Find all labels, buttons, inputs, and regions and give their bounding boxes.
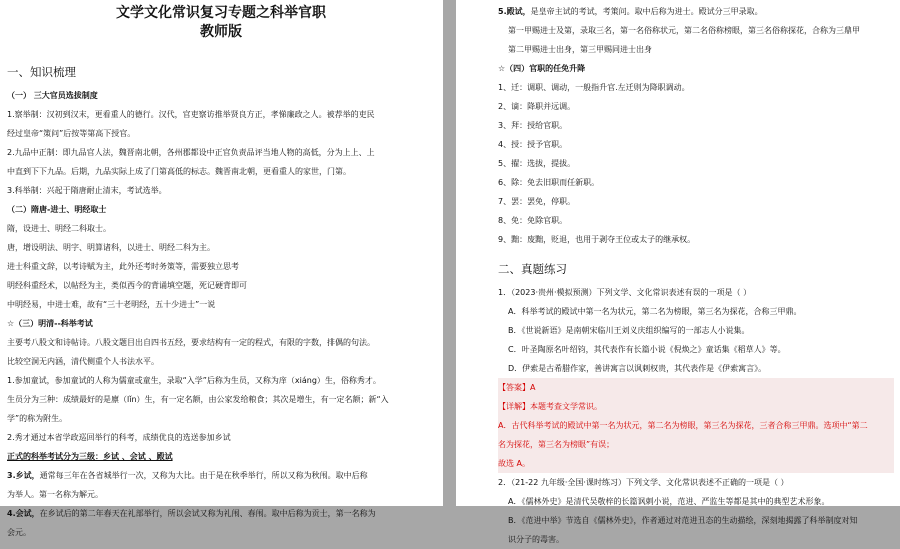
detail-line: A．古代科举考试的殿试中第一名为状元，第二名为榜眼，第三名为探花，三者合称三甲鼎。选项中“第二 [498, 421, 868, 430]
text-line: 2.秀才通过本省学政巡回举行的科考，成绩优良的选送参加乡试 [7, 433, 231, 442]
document-subtitle: 教师版 [200, 24, 242, 40]
text-line: 中直到下下九品。后期，九品实际上成了门第高低的标志。魏晋南北朝，更看重人的家世，门第。 [7, 167, 351, 176]
detail-label: 【详解】本题考查文学常识。 [498, 402, 602, 411]
text-line: 进士科重文辞，以考诗赋为主，此外还考时务策等，需要独立思考 [7, 262, 239, 271]
question-2-option-b: B．《范进中举》节选自《儒林外史》，作者通过对范进丑态的生动描绘，深刻地揭露了科举制度对知 [508, 516, 858, 525]
question-1-option-d: D．伊索是古希腊作家，善讲寓言以讽刺权贵，其代表作是《伊索寓言》。 [508, 364, 767, 373]
text-line: 会元。 [7, 528, 31, 537]
text-line: 经过皇帝“策问”后按等第高下授官。 [7, 129, 136, 138]
text-line: 3.科举制：兴起于隋唐耐止清末，考试选举。 [7, 186, 167, 195]
part-heading-3: ☆（三）明清--科举考试 [7, 319, 93, 328]
term-item: 3、拜：授给官职。 [498, 121, 568, 130]
term-item: 9、黜：废黜，贬退，也用于剥夺王位或太子的继承权。 [498, 235, 696, 244]
part-heading-4: ☆（四）官职的任免升降 [498, 64, 586, 73]
text-line: 1.参加童试，参加童试的人称为儒童或童生，录取“入学”后称为生员，又称为庠（xiáng）生，俗称秀才。 [7, 376, 381, 385]
text-line: 比较空洞无内涵，清代侧重个人书法水平。 [7, 357, 159, 366]
document-title: 文学文化常识复习专题之科举官职 [116, 5, 326, 21]
text-line: 唐，增设明法、明字、明算诸科，以进士、明经二科为主。 [7, 243, 215, 252]
term-item: 6、除：免去旧职而任新职。 [498, 178, 600, 187]
question-1-stem: 1．（2023·贵州·模拟预测）下列文学、文化常识表述有误的一项是（ ） [498, 288, 752, 297]
answer-block [498, 378, 894, 473]
section-heading-practice: 二、真题练习 [498, 262, 567, 276]
text-line: 为举人。第一名称为解元。 [7, 490, 103, 499]
text-line: 第二甲赐进士出身，第三甲赐同进士出身 [508, 45, 652, 54]
section-heading-knowledge: 一、知识梳理 [7, 65, 76, 79]
text-line: 1.察举制：汉初到汉末，更看重人的德行。汉代，官吏察访推举贤良方正，孝悌廉政之人。被荐举的吏民 [7, 110, 375, 119]
term-item: 8、免：免除官职。 [498, 216, 568, 225]
huishi-label: 4.会试， [7, 509, 40, 518]
xiangshi-text: 通常每三年在各省城举行一次，又称为大比。由于是在秋季举行，所以又称为秋闱。取中后称 [39, 471, 368, 480]
term-item: 1、迁：调职、调动，一般指升官.左迁则为降职调动。 [498, 83, 690, 92]
question-1-option-a: A．科举考试的殿试中第一名为状元，第二名为榜眼，第三名为探花，合称三甲鼎。 [508, 307, 802, 316]
question-2-option-a: A．《儒林外史》是清代吴敬梓的长篇讽刺小说，范进、严监生等都是其中的典型艺术形象。 [508, 497, 830, 506]
text-line: 生员分为三种：成绩最好的是廪（lǐn）生，有一定名额，由公家发给粮食；其次是增生，有一定名额；新“入 [7, 395, 389, 404]
term-item: 7、罢：罢免，停职。 [498, 197, 576, 206]
text-line: 隋，设进士、明经二科取士。 [7, 224, 111, 233]
text-line: 明经科重经术，以帖经为主，类似西今的背诵填空题，死记硬背即可 [7, 281, 247, 290]
question-2-stem: 2．（21-22 九年级·全国·课时练习）下列文学、文化常识表述不正确的一项是（ ） [498, 478, 789, 487]
xiangshi-label: 3.乡试， [7, 471, 40, 480]
left-page [0, 0, 443, 537]
text-line: 2.九品中正制：即九品官人法，魏晋南北朝，各州郡都设中正官负责品评当地人物的高低，分为上上、上 [7, 148, 375, 157]
detail-line: 名为探花，第三名为榜眼”有误； [498, 440, 615, 449]
spacer [498, 249, 894, 261]
text-line: 第一甲赐进士及第，录取三名，第一名俗称状元，第二名俗称榜眼，第三名俗称探花，合称为三鼎甲 [508, 26, 860, 35]
part-heading-2: （二）隋唐-进士、明经取士 [7, 205, 107, 214]
text-line: 中明经易，中进士难，故有“三十老明经，五十少进士”一说 [7, 300, 216, 309]
term-item: 4、授：授予官职。 [498, 140, 568, 149]
question-1-option-c: C．叶圣陶原名叶绍钧，其代表作有长篇小说《倪焕之》童话集《稻草人》等。 [508, 345, 786, 354]
answer-label: 【答案】A [498, 383, 536, 392]
detail-line: 故选 A。 [498, 459, 531, 468]
dianshi-text: 是皇帝主试的考试，考策问。取中后称为进士。殿试分三甲录取。 [530, 7, 763, 16]
term-item: 2、谪：降职并远调。 [498, 102, 576, 111]
right-page [456, 0, 900, 544]
part-heading-1: （一） 三大官员选拔制度 [7, 91, 98, 100]
exam-levels-heading: 正式的科举考试分为三级：乡试 、会试 、殿试 [7, 452, 173, 461]
term-item: 5、擢：选拔，提拔。 [498, 159, 576, 168]
dianshi-line [498, 2, 894, 21]
xiangshi-line [7, 466, 435, 485]
question-2-option-b-cont: 识分子的毒害。 [508, 535, 564, 544]
huishi-line [7, 504, 435, 523]
text-line: 学”的称为附生。 [7, 414, 68, 423]
dianshi-label: 5.殿试， [498, 7, 531, 16]
text-line: 主要考八股文和诗帖诗。八股文题目出自四书五经，要求结构有一定的程式，有限的字数，排偶的句法。 [7, 338, 375, 347]
huishi-text: 在乡试后的第二年春天在礼部举行，所以会试又称为礼闱、春闱。取中后称为贡士，第一名称为 [39, 509, 376, 518]
question-1-option-b: B．《世说新语》是南朝宋临川王刘义庆组织编写的一部志人小说集。 [508, 326, 750, 335]
